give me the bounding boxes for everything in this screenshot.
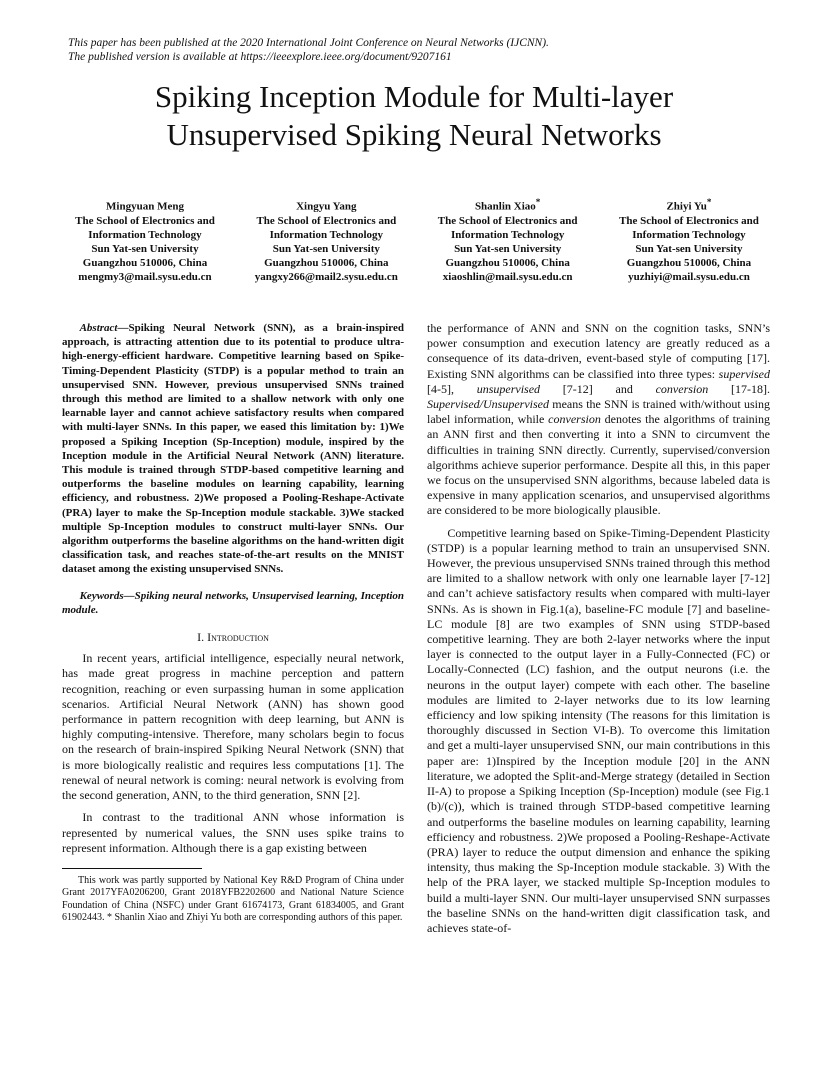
abstract-text: —Spiking Neural Network (SNN), as a brain-inspired approach, is attracting attention due to its potential to produce ultra-high-energy-efficient hardware. Competitive learning based on Spike-Timing-Dependent Plasticity (STDP) is a popular method to train an unsupervised SNN. However, previous unsupervised SNNs trained through this method are limited to a shallow network with only one learnable layer and cannot achieve satisfactory results when compared with multi-layer SNNs. In this paper, we eased this limitation by: 1)We proposed a Spiking Inception (Sp-Inception) module, inspired by the Inception module in the Artificial Neural Network (ANN) literature. This module is trained through STDP-based competitive learning and outperforms the baseline modules on learning capability, learning efficiency, and robustness. 2)We proposed a Pooling-Reshape-Activate (PRA) layer to make the Sp-Inception module stackable. 3)We stacked multiple Sp-Inception modules to construct multi-layer SNNs. Our algorithm outperforms the baseline algorithms on the hand-written digit classification task, and reaches state-of-the-art results on the MNIST dataset among the existing unsupervised SNNs. xyxy=(62,322,404,576)
section-heading-introduction: I. Introduction xyxy=(197,630,269,645)
keywords-label: Keywords xyxy=(79,589,124,602)
author-affiliation: The School of Electronics and xyxy=(256,214,397,227)
intro-paragraph-1: In recent years, artificial intelligence, especially neural network, has made great progress in machine perception and pattern recognition, reaching or even surpassing human in some application scenarios. Artificial Neural Network (ANN) has shown good performance in pattern recognition with deep learning, but ANN is highly computing-intensive. Therefore, many scholars begin to focus on the research of brain-inspired Spiking Neural Network (SNN) that is more biologically realistic and requires less computations [1]. The renewal of neural network is coming: neural network is evolving from the second generation, ANN, to the third generation, SNN [2]. xyxy=(62,651,404,803)
author-block xyxy=(55,195,779,284)
author-university: Sun Yat-sen University xyxy=(635,242,743,255)
right-paragraph-2: Competitive learning based on Spike-Timing-Dependent Plasticity (STDP) is a popular learning method to train an unsupervised SNN. However, the previous unsupervised SNNs trained through this method are limited to a shallow network with only one learnable layer [7-12] and can’t achieve satisfactory results when compared with multi-layer SNNs. As is shown in Fig.1(a), baseline-FC module [7] and baseline-LC module [8] are two examples of SNN using STDP-based competitive learning. They are both 2-layer networks where the input layer is connected to the output layer in a Fully-Connected (FC) or Locally-Connected (LC) fashion, and the output neurons (i.e. the neurons in the output layer) compete with each other. The baseline modules are limited to 2-layer networks due to its low learning efficiency and low spiking intensity (The reasons for this limitation is thoroughly discussed in Section VI-B). To overcome this limitation and get a multi-layer unsupervised SNN, our main contributions in this paper are: 1)Inspired by the Inception module [20] in the ANN literature, we adopted the Split-and-Merge strategy (detailed in Section II-A) to propose a Spiking Inception (Sp-Inception) module (see Fig.1 (b)/(c)), which is trained through STDP-based competitive learning and outperforms the baseline modules on learning capability, learning efficiency and robustness. 2)We proposed a Pooling-Reshape-Activate (PRA) layer to reduce the output dimension and enhance the spiking intensity, thus making the Sp-Inception module stackable. 3) With the help of the PRA layer, we stacked multiple Sp-Inception modules to build a multi-layer SNN. Our multi-layer unsupervised SNN surpasses the baseline SNNs on the hand-written digit classification task, and achieves state-of- xyxy=(427,525,770,935)
abstract xyxy=(62,321,404,577)
keywords xyxy=(62,589,404,617)
author-email[interactable]: xiaoshlin@mail.sysu.edu.cn xyxy=(442,270,573,283)
author-city: Guangzhou 510006, China xyxy=(445,256,570,269)
paper-title-line-1: Spiking Inception Module for Multi-layer xyxy=(154,79,674,114)
author-4 xyxy=(599,195,779,284)
author-affiliation: Information Technology xyxy=(269,228,384,241)
author-affiliation: The School of Electronics and xyxy=(619,214,759,227)
footnote-rule xyxy=(62,868,202,869)
author-3 xyxy=(418,195,598,284)
publication-note-line-2[interactable]: The published version is available at https://ieeexplore.ieee.org/document/9207161 xyxy=(68,51,452,63)
author-affiliation: Information Technology xyxy=(450,228,565,241)
publication-note-line-1: This paper has been published at the 2020 International Joint Conference on Neural Networks (IJCNN). xyxy=(68,37,549,49)
author-university: Sun Yat-sen University xyxy=(272,242,380,255)
right-column xyxy=(427,321,770,936)
intro-paragraph-2: In contrast to the traditional ANN whose information is represented by numerical values, the SNN uses spike trains to represent information. Although there is a gap existing between xyxy=(62,810,404,855)
author-city: Guangzhou 510006, China xyxy=(82,256,208,269)
author-affiliation: The School of Electronics and xyxy=(75,214,215,227)
author-2 xyxy=(236,195,416,284)
author-city: Guangzhou 510006, China xyxy=(264,256,389,269)
paper-title-line-2: Unsupervised Spiking Neural Networks xyxy=(166,117,662,152)
author-name: Mingyuan Meng xyxy=(106,200,184,213)
author-email[interactable]: yuzhiyi@mail.sysu.edu.cn xyxy=(628,270,750,283)
right-paragraph-1: the performance of ANN and SNN on the cognition tasks, SNN’s power consumption and execution latency are greatly reduced as a consequence of its data-driven, event-based style of computing [17]. Existing SNN algorithms can be classified into three types: supervised [4-5], unsupervised [7-12] and conversion [17-18]. Supervised/Unsupervised means the SNN is trained with/without using label information, while conversion denotes the algorithms of training an ANN first and then converting it into a SNN to circumvent the difficulties in training SNN directly. Currently, supervised/conversion algorithms achieve superior performance. Despite all this, in this paper we focus on the unsupervised SNN algorithms, because labeled data is expensive in many application scenarios, and unsupervised algorithms are considered to be more biologically plausible. xyxy=(427,321,771,518)
author-university: Sun Yat-sen University xyxy=(454,242,562,255)
author-email[interactable]: mengmy3@mail.sysu.edu.cn xyxy=(78,270,212,283)
author-1 xyxy=(55,195,235,284)
author-affiliation: The School of Electronics and xyxy=(437,214,578,227)
author-city: Guangzhou 510006, China xyxy=(626,256,752,269)
author-email[interactable]: yangxy266@mail2.sysu.edu.cn xyxy=(254,270,398,283)
author-name: Zhiyi Yu* xyxy=(666,197,712,213)
author-name: Shanlin Xiao* xyxy=(474,197,541,213)
author-affiliation: Information Technology xyxy=(632,228,746,241)
paper-title xyxy=(0,78,828,154)
author-university: Sun Yat-sen University xyxy=(91,242,199,255)
footnote: This work was partly supported by National Key R&D Program of China under Grant 2017YFA0206200, Grant 2018YFB2202600 and National Nature Science Foundation of China (NSFC) under Grant 61674173, Grant 61834005, and Grant 61902443. * Shanlin Xiao and Zhiyi Yu both are corresponding authors of this paper. xyxy=(62,874,404,924)
publication-note xyxy=(68,36,549,64)
author-name: Xingyu Yang xyxy=(296,200,357,213)
keywords-text: —Spiking neural networks, Unsupervised learning, Inception module. xyxy=(62,589,404,616)
abstract-label: Abstract xyxy=(79,322,118,334)
author-affiliation: Information Technology xyxy=(88,228,202,241)
left-column xyxy=(62,321,404,925)
